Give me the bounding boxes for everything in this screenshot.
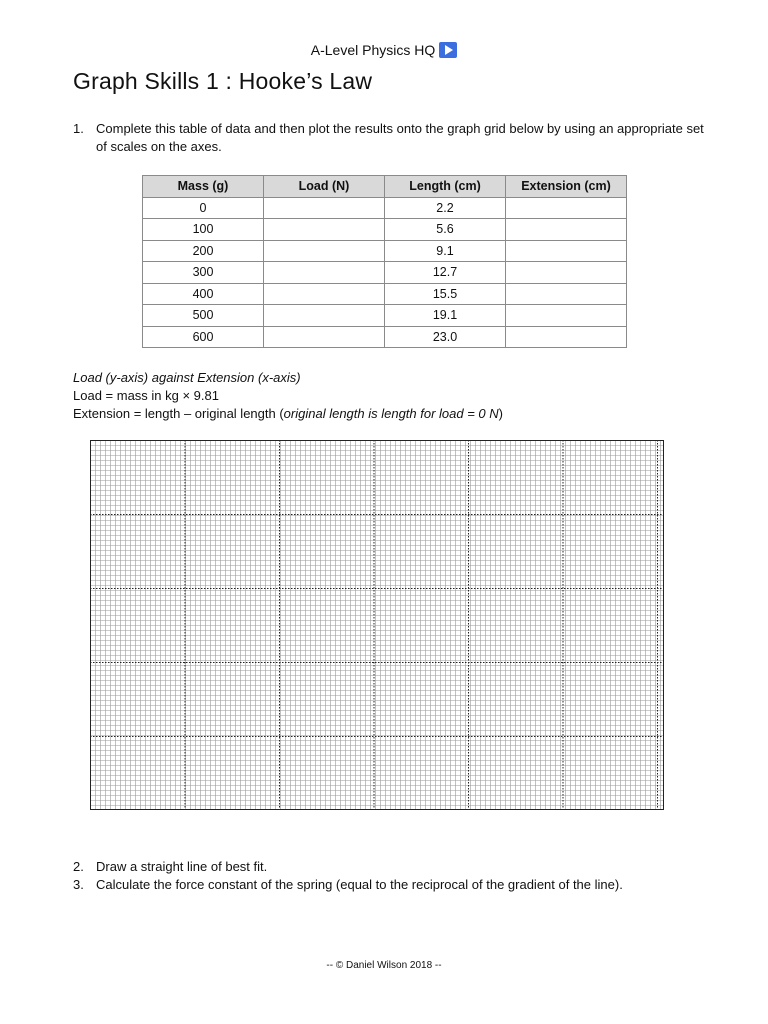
column-header: Mass (g) — [143, 176, 264, 198]
table-cell[interactable] — [506, 197, 627, 219]
table-cell: 19.1 — [385, 305, 506, 327]
table-row — [143, 262, 627, 284]
table-cell: 5.6 — [385, 219, 506, 241]
play-icon — [439, 42, 457, 58]
table-row — [143, 219, 627, 241]
question-number: 3. — [73, 877, 84, 892]
column-header: Length (cm) — [385, 176, 506, 198]
extension-formula — [73, 405, 503, 423]
grid-minor-lines — [90, 440, 664, 810]
grid-border — [91, 441, 664, 810]
table-cell: 200 — [143, 240, 264, 262]
table-row — [143, 283, 627, 305]
table-cell: 500 — [143, 305, 264, 327]
table-cell: 12.7 — [385, 262, 506, 284]
table-cell[interactable] — [264, 219, 385, 241]
table-cell[interactable] — [506, 262, 627, 284]
table-cell[interactable] — [506, 305, 627, 327]
table-row — [143, 305, 627, 327]
table-cell[interactable] — [506, 326, 627, 348]
question-text: Draw a straight line of best fit. — [96, 859, 268, 874]
column-header: Load (N) — [264, 176, 385, 198]
column-header: Extension (cm) — [506, 176, 627, 198]
table-cell[interactable] — [264, 197, 385, 219]
table-cell[interactable] — [264, 283, 385, 305]
table-cell[interactable] — [264, 305, 385, 327]
table-cell[interactable] — [506, 219, 627, 241]
table-cell: 600 — [143, 326, 264, 348]
table-cell: 300 — [143, 262, 264, 284]
question-2 — [73, 858, 733, 876]
table-cell[interactable] — [264, 240, 385, 262]
instructions-notes — [73, 369, 503, 423]
table-cell: 0 — [143, 197, 264, 219]
table-cell: 400 — [143, 283, 264, 305]
table-row — [143, 326, 627, 348]
data-table — [142, 175, 627, 348]
load-formula: Load = mass in kg × 9.81 — [73, 388, 219, 403]
site-header — [0, 42, 768, 58]
question-1 — [73, 120, 713, 156]
table-cell: 23.0 — [385, 326, 506, 348]
table-cell[interactable] — [264, 326, 385, 348]
question-text: Calculate the force constant of the spring (equal to the reciprocal of the gradient of the line). — [96, 877, 623, 892]
table-cell: 100 — [143, 219, 264, 241]
extension-formula-close: ) — [498, 406, 504, 421]
table-row — [143, 197, 627, 219]
questions-2-3 — [73, 858, 733, 894]
axes-note: Load (y-axis) against Extension (x-axis) — [73, 370, 301, 385]
table-cell[interactable] — [264, 262, 385, 284]
question-text: Complete this table of data and then plot the results onto the graph grid below by using an appropriate set of scales on the axes. — [96, 121, 704, 154]
question-3 — [73, 876, 733, 894]
extension-formula-text: Extension = length – original length ( — [73, 406, 284, 421]
table-cell: 15.5 — [385, 283, 506, 305]
graph-grid[interactable] — [90, 440, 664, 810]
question-number: 1. — [73, 121, 84, 136]
table-cell: 9.1 — [385, 240, 506, 262]
extension-formula-note: original length is length for load = 0 N — [283, 406, 499, 421]
table-cell[interactable] — [506, 283, 627, 305]
table-cell: 2.2 — [385, 197, 506, 219]
table-header-row — [143, 176, 627, 198]
question-number: 2. — [73, 859, 84, 874]
page-title: Graph Skills 1 : Hooke’s Law — [73, 68, 373, 94]
footer-credit: -- © Daniel Wilson 2018 -- — [326, 960, 442, 971]
table-row — [143, 240, 627, 262]
table-cell[interactable] — [506, 240, 627, 262]
header-text: A-Level Physics HQ — [310, 42, 436, 58]
